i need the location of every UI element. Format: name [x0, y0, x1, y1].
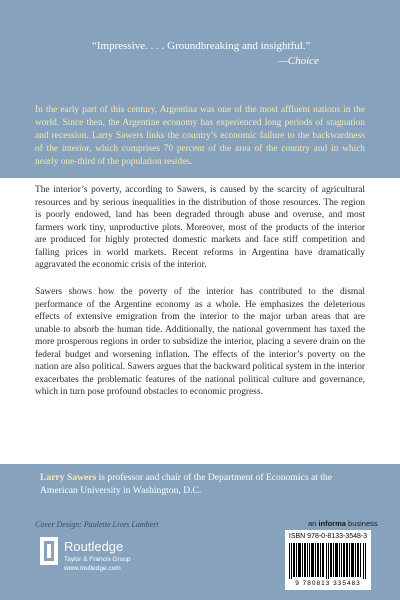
barcode-icon — [289, 543, 367, 579]
quote-text: “Impressive. . . . Groundbreaking and insightful.” — [92, 40, 311, 52]
routledge-logo-icon — [40, 537, 58, 565]
intro-blurb: In the early part of this century, Argentina was one of the most affluent nations in the world. Since then, the Argentine economy has experienced long periods of stagnation and recession. Larry Sawers links the country’s economic failure to the backwardness of the interior, which comprises 70 percent of the area of the country and in which nearly one-third of the population resides. — [35, 105, 365, 167]
endorsement-quote — [0, 0, 400, 88]
description-paragraph-2: Sawers shows how the poverty of the interior has contributed to the dismal performance of the Argentine economy as a whole. He emphasizes the deleterious effects of extensive emigration from the interior to the major urban areas that are unable to absorb the human tide. Additionally, the national government has taxed the more prosperous regions in order to subsidize the interior, placing a severe drain on the federal budget and worsening inflation. The effects of the interior’s poverty on the nation are also political. Sawers argues that the backward political system in the interior exacerbates the problematic features of the national political culture and governance, which in turn pose profound obstacles to economic progress. — [35, 287, 365, 397]
description-paragraph-1: The interior’s poverty, according to Sawers, is caused by the scarcity of agricultural resources and by serious inequalities in the distribution of those resources. The region is poorly endowed, land has been degraded through abuse and overuse, and most farmers work tiny, unproductive plots. Moreover, most of the products of the interior are produced for highly protected domestic markets and face stiff competition and falling prices in world markets. Recent reforms in Argentina have dramatically aggravated the economic crisis of the interior. — [35, 185, 365, 270]
description-panel — [0, 178, 400, 464]
publisher-name: Routledge — [64, 539, 124, 554]
informa-prefix: an — [308, 519, 319, 528]
informa-suffix: business — [345, 519, 378, 528]
informa-brand: informa — [318, 519, 346, 528]
author-name: Larry Sawers — [40, 472, 97, 483]
publisher-group: Taylor & Francis Group — [64, 556, 131, 563]
quote-source: —Choice — [278, 55, 319, 67]
publisher-block — [40, 537, 200, 587]
barcode-number: 9 780813 335483 — [295, 580, 361, 587]
isbn-barcode — [285, 530, 371, 590]
informa-tagline — [308, 519, 378, 528]
publisher-url: www.routledge.com — [64, 565, 121, 572]
cover-design-credit: Cover Design: Paulette Lives Lambert — [35, 520, 159, 529]
author-bio-text: is professor and chair of the Department of Economics at the American University in Washington, D.C. — [40, 472, 332, 496]
author-bio — [40, 471, 360, 497]
isbn-label: ISBN 978-0-8133-3548-3 — [288, 533, 368, 540]
